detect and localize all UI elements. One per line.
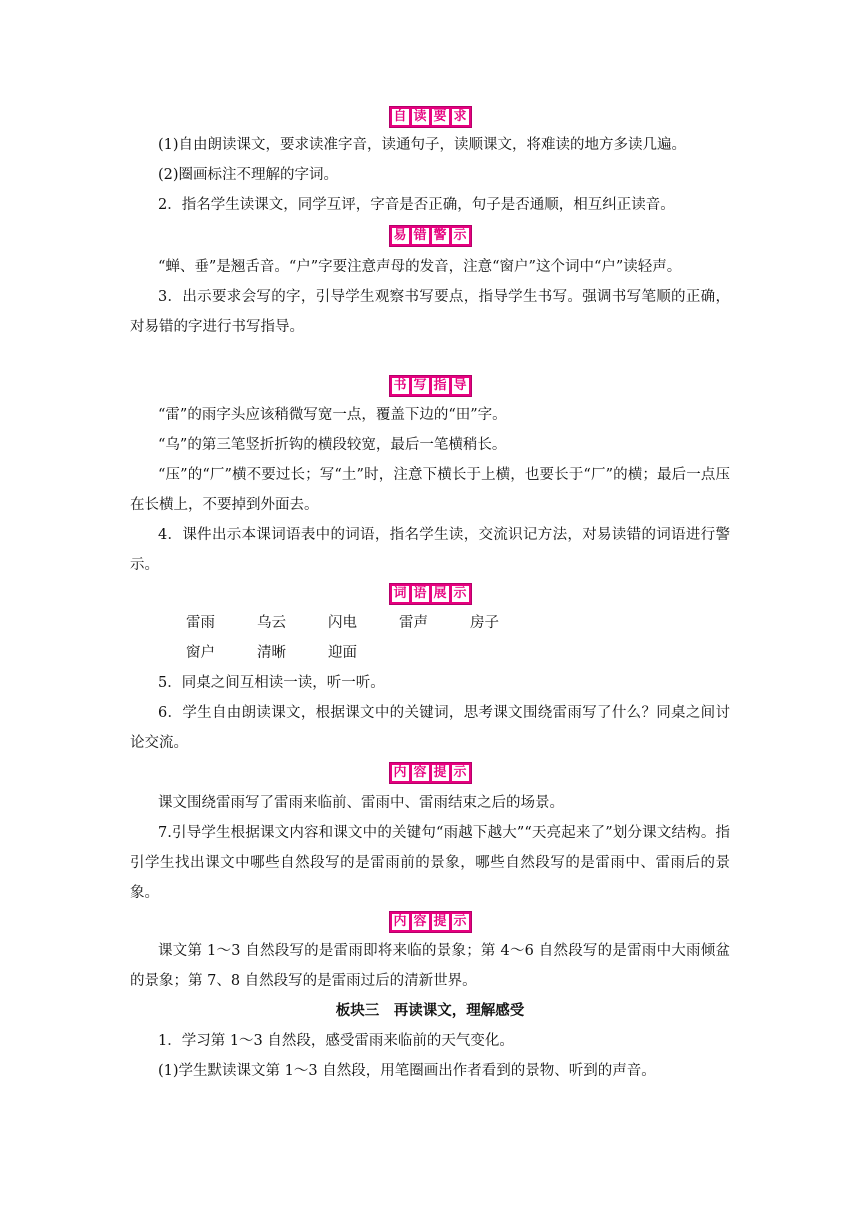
word: 乌云 [257,615,286,631]
tag-char: 示 [453,914,467,929]
tag-char: 语 [413,586,427,601]
paragraph: (1)学生默读课文第 1～3 自然段，用笔圈画出作者看到的景物、听到的声音。 [158,1063,656,1079]
paragraph: “压”的“厂”横不要过长；写“土”时，注意下横长于上横，也要长于“厂”的横；最后一点压在长横上，不要掉到外面去。 [130,467,730,513]
paragraph: 3．出示要求会写的字，引导学生观察书写要点，指导学生书写。强调书写笔顺的正确，对易错的字进行书写指导。 [130,289,730,335]
tag-char: 自 [393,109,407,124]
tag-char: 易 [393,228,407,243]
word: 雷雨 [186,615,215,631]
paragraph: 课文第 1～3 自然段写的是雷雨即将来临的景象；第 4～6 自然段写的是雷雨中大雨倾盆的景象；第 7、8 自然段写的是雷雨过后的清新世界。 [130,943,730,989]
text-block-4 [130,608,730,758]
tag-neirong-tishi-1 [0,762,860,784]
word: 房子 [470,615,499,631]
tag-char: 错 [413,228,427,243]
paragraph: “乌”的第三笔竖折折钩的横段较宽，最后一笔横稍长。 [158,437,507,453]
paragraph: 1．学习第 1～3 自然段，感受雷雨来临前的天气变化。 [158,1033,514,1049]
paragraph: “蝉、垂”是翘舌音。“户”字要注意声母的发音，注意“窗户”这个词中“户”读轻声。 [158,259,682,275]
tag-char: 容 [413,914,427,929]
paragraph: 5．同桌之间互相读一读，听一听。 [158,675,385,691]
tag-box [389,583,472,605]
tag-box [389,375,472,397]
word-list-line-2 [130,638,730,668]
tag-char: 示 [453,228,467,243]
section-heading: 板块三 再读课文，理解感受 [335,1002,525,1019]
tag-box [389,225,472,247]
paragraph: 6．学生自由朗读课文，根据课文中的关键词，思考课文围绕雷雨写了什么？同桌之间讨论交流。 [130,705,730,751]
word-list-line-1 [130,608,730,638]
tag-char: 写 [413,378,427,393]
tag-char: 示 [453,586,467,601]
paragraph: 2．指名学生读课文，同学互评，字音是否正确，句子是否通顺，相互纠正读音。 [158,197,675,213]
tag-char: 求 [453,109,467,124]
tag-char: 词 [393,586,407,601]
paragraph: (2)圈画标注不理解的字词。 [158,167,339,183]
tag-box [389,106,472,128]
text-block-7 [130,1026,730,1086]
paragraph: “雷”的雨字头应该稍微写宽一点，覆盖下边的“田”字。 [158,407,507,423]
word: 迎面 [328,645,357,661]
tag-char: 示 [453,765,467,780]
paragraph: (1)自由朗读课文，要求读准字音，读通句子，读顺课文，将难读的地方多读几遍。 [158,137,687,153]
tag-char: 展 [433,586,447,601]
tag-char: 导 [453,378,467,393]
tag-char: 容 [413,765,427,780]
tag-char: 内 [393,914,407,929]
word: 雷声 [399,615,428,631]
text-block-1 [130,130,730,220]
tag-neirong-tishi-2 [0,911,860,933]
word: 窗户 [186,645,215,661]
tag-char: 内 [393,765,407,780]
text-block-3 [130,400,730,580]
word: 闪电 [328,615,357,631]
tag-char: 读 [413,109,427,124]
tag-shuxie-zhidao [0,375,860,397]
tag-zidu-yaoqiu [0,106,860,128]
tag-char: 提 [433,765,447,780]
paragraph: 7.引导学生根据课文内容和课文中的关键句“雨越下越大”“天亮起来了”划分课文结构。指引学生找出课文中哪些自然段写的是雷雨前的景象，哪些自然段写的是雷雨中、雷雨后的景象。 [130,825,730,901]
tag-box [389,762,472,784]
tag-yicuo-jingshi [0,225,860,247]
tag-box [389,911,472,933]
paragraph: 4．课件出示本课词语表中的词语，指名学生读，交流识记方法，对易读错的词语进行警示。 [130,527,730,573]
tag-char: 书 [393,378,407,393]
tag-char: 要 [433,109,447,124]
text-block-6 [130,936,730,996]
tag-char: 指 [433,378,447,393]
text-block-2 [130,252,730,342]
tag-char: 警 [433,228,447,243]
word: 清晰 [257,645,286,661]
text-block-5 [130,788,730,908]
paragraph: 课文围绕雷雨写了雷雨来临前、雷雨中、雷雨结束之后的场景。 [158,795,564,811]
tag-ciyu-zhanshi [0,583,860,605]
tag-char: 提 [433,914,447,929]
